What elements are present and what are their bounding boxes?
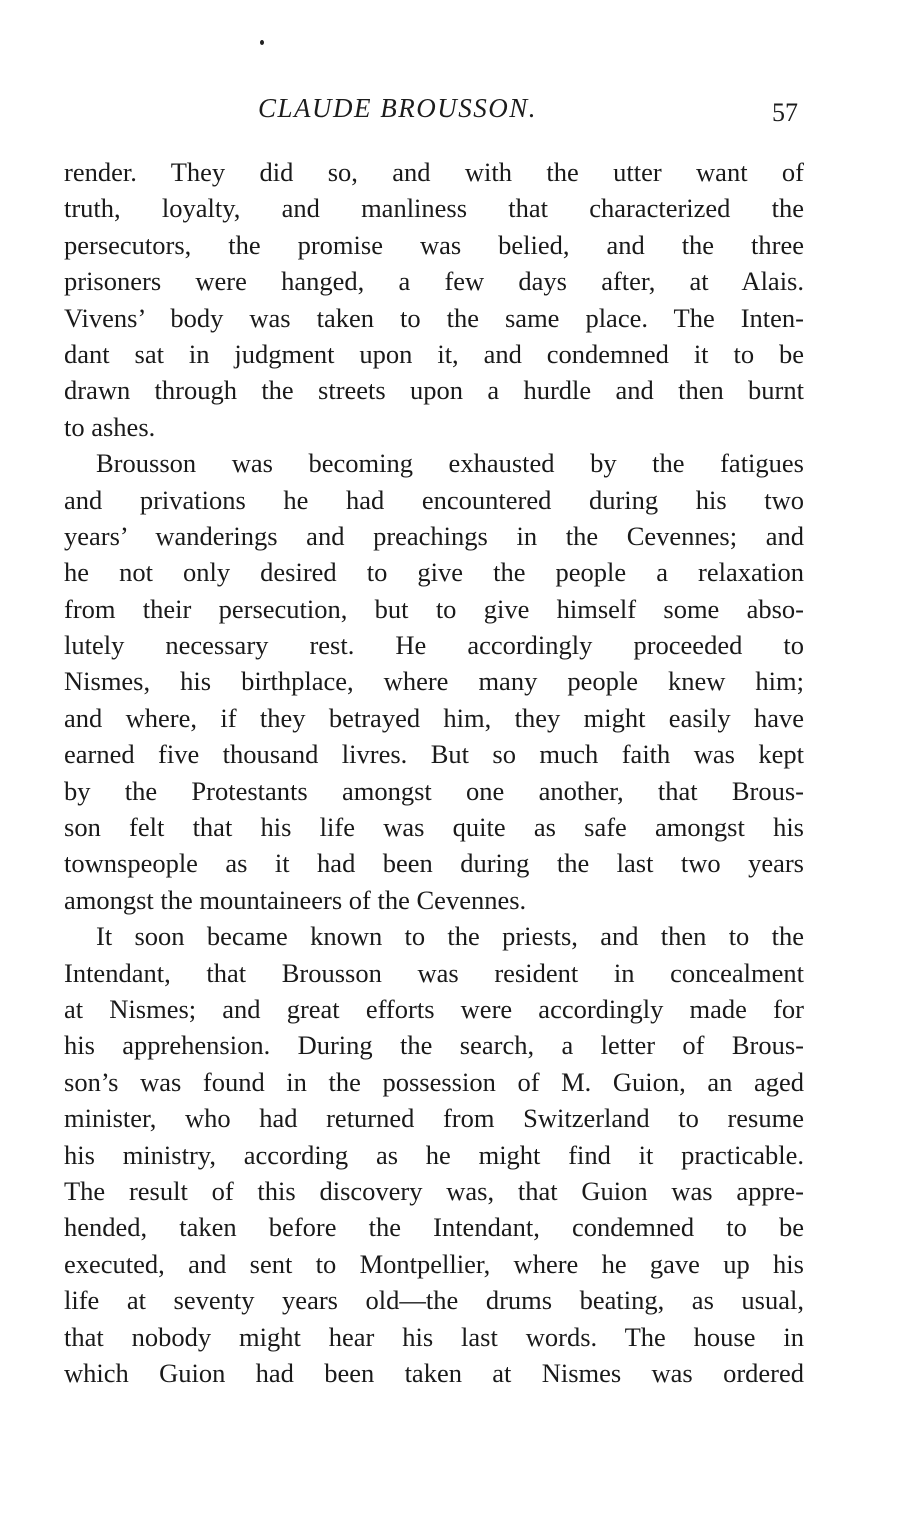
text-line: son felt that his life was quite as safe amongst his [64, 812, 804, 843]
text-line: which Guion had been taken at Nismes was ordered [64, 1357, 804, 1388]
text-line: persecutors, the promise was belied, and the three [64, 229, 804, 260]
text-line: life at seventy years old—the drums beating, as usual, [64, 1285, 804, 1316]
text-line: It soon became known to the priests, and then to the [96, 921, 804, 952]
text-line: truth, loyalty, and manliness that characterized the [64, 193, 804, 224]
text-line: lutely necessary rest. He accordingly proceeded to [64, 630, 804, 661]
ink-speck [260, 40, 264, 45]
text-line: Nismes, his birthplace, where many people knew him; [64, 666, 804, 697]
text-line: at Nismes; and great efforts were accordingly made for [64, 993, 804, 1024]
text-line: and privations he had encountered during his two [64, 484, 804, 515]
text-line: executed, and sent to Montpellier, where he gave up his [64, 1248, 804, 1279]
text-line: and where, if they betrayed him, they might easily have [64, 702, 804, 733]
running-head-title: CLAUDE BROUSSON. [258, 93, 537, 123]
text-line: amongst the mountaineers of the Cevennes. [64, 884, 527, 915]
text-line: his ministry, according as he might find it practicable. [64, 1139, 804, 1170]
text-line: to ashes. [64, 411, 156, 442]
body-text [64, 154, 804, 1391]
text-line: earned five thousand livres. But so much faith was kept [64, 739, 804, 770]
text-line: dant sat in judgment upon it, and condemned it to be [64, 338, 804, 369]
text-line: his apprehension. During the search, a letter of Brous- [64, 1030, 804, 1061]
text-line: years’ wanderings and preachings in the Cevennes; and [64, 520, 804, 551]
text-line: The result of this discovery was, that Guion was appre- [64, 1175, 804, 1206]
text-line: render. They did so, and with the utter want of [64, 157, 804, 187]
text-line: by the Protestants amongst one another, that Brous- [64, 775, 804, 806]
text-line: townspeople as it had been during the last two years [64, 848, 804, 879]
page-number: 57 [772, 98, 798, 127]
text-line: drawn through the streets upon a hurdle and then burnt [64, 375, 804, 406]
text-line: that nobody might hear his last words. The house in [64, 1321, 804, 1352]
text-line: minister, who had returned from Switzerland to resume [64, 1103, 804, 1134]
text-line: son’s was found in the possession of M. Guion, an aged [64, 1066, 804, 1097]
text-line: Vivens’ body was taken to the same place. The Inten- [64, 302, 804, 333]
text-line: he not only desired to give the people a relaxation [64, 557, 804, 588]
text-line: Brousson was becoming exhausted by the fatigues [96, 448, 804, 479]
text-line: hended, taken before the Intendant, condemned to be [64, 1212, 804, 1243]
text-line: Intendant, that Brousson was resident in concealment [64, 957, 804, 988]
text-line: from their persecution, but to give himself some abso- [64, 593, 804, 624]
text-line: prisoners were hanged, a few days after, at Alais. [64, 266, 804, 297]
